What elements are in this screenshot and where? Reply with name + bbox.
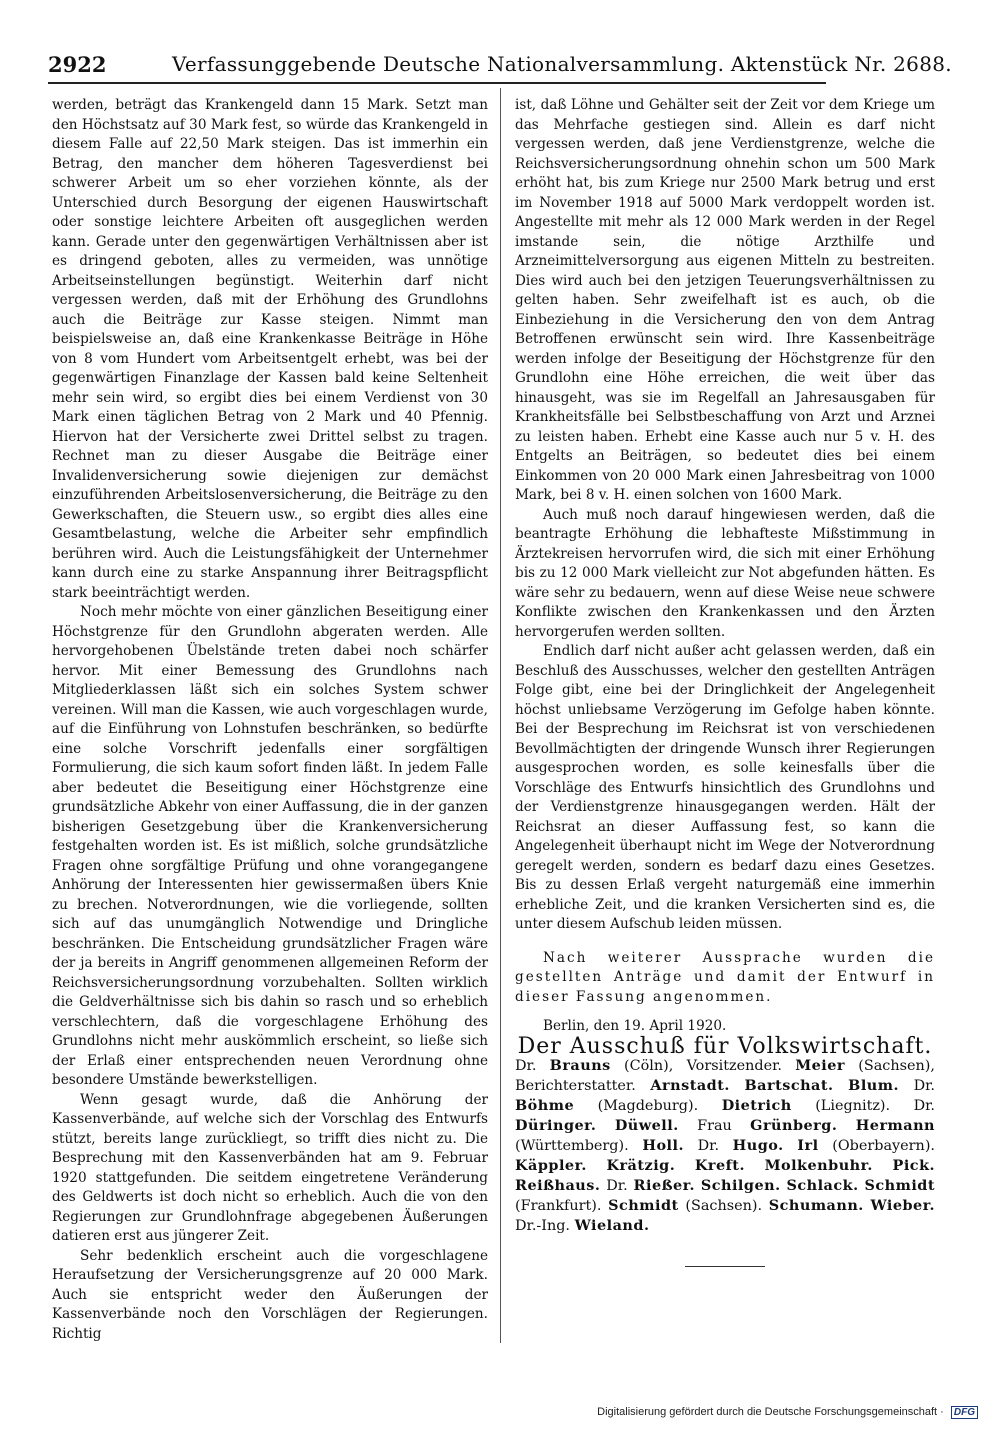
member-name: Krätzig. [606,1157,676,1174]
digitization-footer [597,1406,978,1419]
member-suffix [745,1158,765,1174]
committee-members [515,1056,935,1236]
member-name: Kreft. [694,1157,745,1174]
page-number: 2922 [48,52,107,77]
member-suffix: Dr. [600,1178,634,1194]
member-prefix: Dr. [515,1058,550,1074]
member-suffix: (Liegnitz). Dr. [791,1098,935,1114]
member-name: Hugo. [732,1137,784,1154]
member-name: Dietrich [721,1097,792,1114]
member-suffix: Dr. [899,1078,936,1094]
member-name: Düringer. [515,1117,597,1134]
paragraph: ist, daß Löhne und Gehälter seit der Zeit vor dem Kriege um das Mehrfache gestiegen sind. Allein es darf nicht vergessen werden, daß jene Verdienstgrenze, welche die Reichsversicherungsordnung ohnehin schon um 500 Mark erhöht hat, bis zum Kriege nur 2500 Mark betrug und erst im November 1918 auf 5000 Mark verdoppelt worden ist. Angestellte mit mehr als 12 000 Mark werden in der Regel imstande sein, die nötige Arzthilfe und Arzneimittelversorgung aus eigenen Mitteln zu bestreiten. Dies wird auch bei den jetzigen Teuerungsverhältnissen zu gelten haben. Sehr zweifelhaft ist es auch, ob die Einbeziehung in die Versicherung den von dem Antrag Betroffenen erwünscht sein wird. Ihre Kassenbeiträge werden infolge der Beseitigung der Höchstgrenze für den Grundlohn eine Höhe erreichen, die weit über das hinausgeht, was sie im Regelfall an Jahresausgaben für Krankheitsfälle bei Selbstbeschaffung von Arzt und Arznei zu leisten haben. Erhebt eine Kasse auch nur 5 v. H. des Entgelts an Beiträgen, so bedeutet dies bei einem Einkommen von 20 000 Mark einen Jahresbeitrag von 1000 Mark, bei 8 v. H. einen solchen von 1600 Mark. [515,97,935,503]
member-name: Düwell. [614,1117,679,1134]
paragraph: Wenn gesagt wurde, daß die Anhörung der Kassenverbände, auf welche sich der Vorschlag des Entwurfs stützt, bereits lange zurückliegt, so trifft dies nicht zu. Die Besprechung mit den Kassenverbänden hat am 9. Februar 1920 stattgefunden. Die seitdem eingetretene Veränderung des Geldwerts ist doch nicht so erheblich. Auch die von den Regierungen zur Grundlohnfrage abgegebenen Äußerungen datieren erst aus jüngerer Zeit. [52,1091,488,1244]
member-suffix [596,1118,614,1134]
left-column [52,96,488,1344]
member-name: Hermann [855,1117,936,1134]
member-suffix [730,1078,745,1094]
closing-paragraph: Nach weiterer Aussprache wurden die gestellten Anträge und damit der Entwurf in dieser Fassung angenommen. [515,949,935,1005]
paragraph: werden, beträgt das Krankengeld dann 15 Mark. Setzt man den Höchstsatz auf 30 Mark fest, so würde das Krankengeld in diesem Falle auf 22,50 Mark steigen. Das ist immerhin ein Betrag, den mancher dem höheren Tagesverdienst bei schwerer Arbeit um so eher vorziehen könnte, als der Unterschied durch Besorgung der eigenen Hauswirtschaft oder sonstige leichtere Arbeiten oft ausgeglichen werden kann. Gerade unter den gegenwärtigen Verhältnissen aber ist es dringend geboten, alles zu vermeiden, was unnötige Arbeitseinstellungen begünstigt. Weiterhin darf nicht vergessen werden, daß mit der Erhöhung des Grundlohns auch die Beiträge zur Kasse steigen. Nimmt man beispielsweise an, daß eine Krankenkasse Beiträge in Höhe von 8 vom Hundert vom Arbeitsentgelt erhebt, was bei der gegenwärtigen Finanzlage der Kassen bald keine Seltenheit mehr sein wird, so ergibt dies bei einem Verdienst von 30 Mark einen täglichen Betrag von 2 Mark und 40 Pfennig. Hiervon hat der Versicherte zwei Drittel selbst zu tragen. Rechnet man zu dieser Ausgabe die Beiträge einer Invalidenversicherung sowie diejenigen zur demächst einzuführenden Arbeitslosenversicherung, die Beiträge zu den Gewerkschaften, die Steuern usw., so ergibt dies alles eine Gesamtbelastung, welche die Arbeiter sehr empfindlich berühren wird. Auch die Leistungsfähigkeit der Unternehmer kann durch eine zu starke Anspannung ihrer Beitragspflicht stark beeinträchtigt werden. [52,97,488,601]
paragraph: Sehr bedenklich erscheint auch die vorgeschlagene Heraufsetzung der Versicherungsgrenze auf 20 000 Mark. Auch sie entspricht weder den Äußerungen der Kassenverbände noch den Vorschlägen der Regierungen. Richtig [52,1247,488,1342]
member-name: Schlack. [786,1177,859,1194]
member-suffix: (Sachsen), Berichterstatter. [515,1058,935,1094]
member-name: Molkenbuhr. [764,1157,873,1174]
member-name: Käppler. [515,1157,587,1174]
paragraph: Auch muß noch darauf hingewiesen werden, daß die beantragte Erhöhung die lebhafteste Mißstimmung in Ärztekreisen hervorrufen wird, die sich mit einer Erhöhung bis zu 12 000 Mark vielleicht zur Not abgefunden hätten. Es wäre sehr zu bedauern, wenn auf diese Weise neue schwere Konflikte zwischen den Krankenkassen und den Ärzten hervorgerufen werden sollten. [515,506,935,640]
member-suffix [837,1118,855,1134]
footer-text: Digitalisierung gefördert durch die Deutsche Forschungsgemeinschaft · [597,1406,944,1418]
member-name: Reißhaus. [515,1177,601,1194]
member-suffix: (Sachsen). [678,1198,769,1214]
member-suffix: Dr. [683,1138,733,1154]
member-suffix: (Frankfurt). [515,1198,609,1214]
member-name: Wieber. [870,1197,935,1214]
member-name: Schumann. [768,1197,864,1214]
member-suffix [675,1158,695,1174]
member-suffix: (Württemberg). [515,1138,643,1154]
member-suffix: (Oberbayern). [818,1138,936,1154]
end-rule [685,1266,765,1267]
member-name: Schmidt [864,1177,935,1194]
member-suffix [873,1158,893,1174]
member-suffix [587,1158,607,1174]
member-name: Arnstadt. [650,1077,730,1094]
member-name: Holl. [642,1137,684,1154]
paragraph: Endlich darf nicht außer acht gelassen werden, daß ein Beschluß des Ausschusses, welcher den gestellten Anträgen Folge gibt, eine bei der Dringlichkeit der Angelegenheit höchst unliebsame Verzögerung im Gefolge haben könnte. Bei der Besprechung im Reichsrat ist von verschiedenen Bevollmächtigten der dringende Wunsch ihrer Regierungen ausgesprochen worden, es solle keinesfalls über die Vorschläge des Entwurfs hinsichtlich des Grundlohns und der Verdienstgrenze hinausgegangen werden. Hält der Reichsrat an dieser Auffassung fest, so kann die Angelegenheit überhaupt nicht im Wege der Notverordnung geregelt werden, sondern es bedarf dazu eines Gesetzes. Bis zu dessen Erlaß vergeht naturgemäß eine immerhin erhebliche Zeit, und die kranken Versicherten sind es, die unter diesem Aufschub leiden müssen. [515,643,935,932]
header-rule [48,82,826,84]
member-suffix: Frau [678,1118,751,1134]
member-name: Bartschat. [744,1077,834,1094]
member-name: Meier [795,1057,845,1074]
member-name: Schilgen. [700,1177,781,1194]
right-column [515,96,935,1267]
member-name: Rießer. [633,1177,695,1194]
member-name: Schmidt [608,1197,679,1214]
paragraph: Noch mehr möchte von einer gänzlichen Beseitigung einer Höchstgrenze für den Grundlohn abgeraten werden. Alle hervorgehobenen Übelstände treten dabei noch schärfer hervor. Mit einer Bemessung des Grundlohns nach Mitgliederklassen läßt sich ein solches System schwer vereinen. Will man die Kassen, wie auch vorgeschlagen wurde, auf die Einführung von Lohnstufen beschränken, so bedürfte eine solche Vorschrift jedenfalls einer sorgfältigen Formulierung, die sich kaum sofort finden läßt. In jedem Falle aber bedeutet die Beseitigung einer Höchstgrenze eine grundsätzliche Abkehr von einer Auffassung, die in der ganzen bisherigen Gesetzgebung über die Krankenversicherung festgehalten worden ist. Es ist mißlich, solche grundsätzliche Fragen ohne sorgfältige Prüfung und ohne vorangegangene Anhörung der Interessenten hier gewissermaßen übers Knie zu brechen. Notverordnungen, wie die vorliegende, sollten sich auf das unumgänglich Notwendige und Dringliche beschränken. Die Entscheidung grundsätzlicher Fragen wäre der ja bereits in Angriff genommenen allgemeinen Reform der Reichsversicherungsordnung vorzubehalten. Sollten wirklich die Geldverhältnisse sich bis dahin so rasch und so erheblich verschlechtern, daß die vorgeschlagene Erhöhung des Grundlohns nicht mehr auskömmlich erscheint, so ließe sich der Erlaß einer entsprechenden neuen Verordnung ohne besondere Umstände bewerkstelligen. [52,604,488,1088]
member-name: Blum. [848,1077,899,1094]
member-name: Böhme [515,1097,575,1114]
member-suffix [784,1138,798,1154]
committee-title: Der Ausschuß für Volkswirtschaft. [517,1033,933,1059]
member-suffix: (Cöln), Vorsitzender. [610,1058,796,1074]
running-title: Verfassunggebende Deutsche Nationalversammlung. Aktenstück Nr. 2688. [172,52,952,76]
member-name: Irl [797,1137,819,1154]
member-name: Brauns [549,1057,611,1074]
column-divider [500,88,501,1343]
page-header [48,44,952,84]
member-name: Grünberg. [750,1117,838,1134]
date-line: Berlin, den 19. April 1920. [543,1018,727,1034]
member-suffix [834,1078,849,1094]
member-suffix: Dr.-Ing. [515,1218,575,1234]
member-name: Wieland. [574,1217,650,1234]
member-suffix: (Magdeburg). [574,1098,722,1114]
member-name: Pick. [892,1157,936,1174]
dfg-logo: DFG [951,1406,978,1419]
